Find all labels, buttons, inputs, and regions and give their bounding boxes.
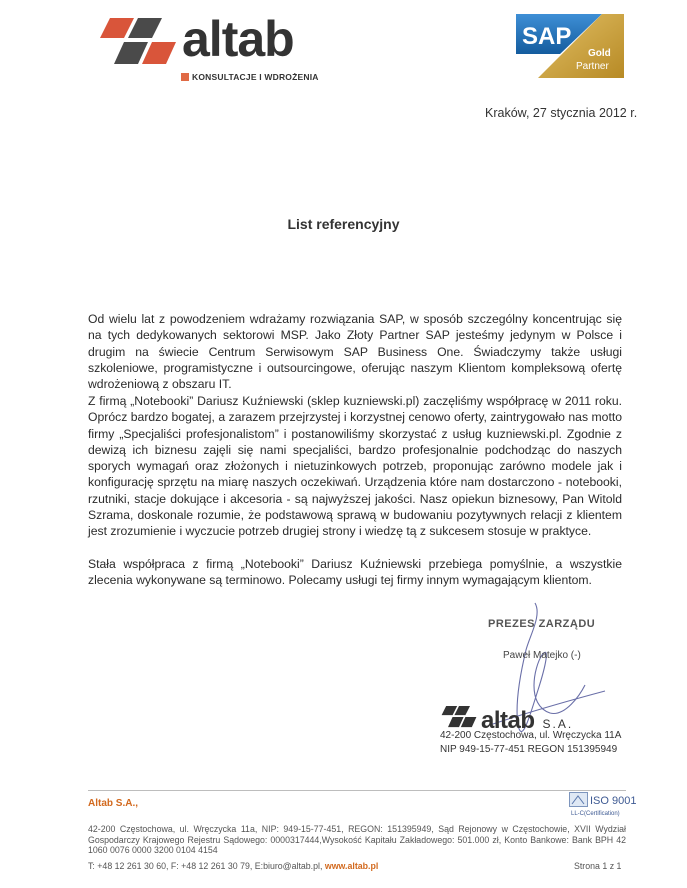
footer-company-name: Altab S.A., [88,798,139,809]
logo-square-icon [181,73,189,81]
stamp-nip-regon: NIP 949-15-77-451 REGON 151395949 [440,744,618,755]
logo-subtitle [181,71,319,83]
sap-gold-text: Gold [588,48,611,59]
paragraph-recommendation: Stała współpraca z firmą „Notebooki” Dariusz Kuźniewski przebiega pomyślnie, a wszystkie zlecenia wykonywane są terminowo. Polecamy usługi tej firmy innym wymagającym klientom. [88,557,622,588]
stamp-wordmark: altab [481,707,535,734]
signer-role: PREZES ZARZĄDU [488,618,596,630]
footer-contacts [88,861,378,871]
altab-stamp-icon [439,706,479,728]
iso-sub: LL-C(Certification) [571,811,620,817]
page-number: Strona 1 z 1 [574,861,622,871]
footer-website-link[interactable]: www.altab.pl [324,861,379,871]
footer-divider [88,790,626,791]
letter-title: List referencyjny [287,216,400,232]
footer-email-link[interactable]: biuro@altab.pl [263,861,320,871]
footer-phone-fax: T: +48 12 261 30 60, F: +48 12 261 30 79, E: [88,861,264,871]
iso-label: ISO 9001 [590,795,637,807]
altab-logo-icon [100,18,176,66]
sap-gold-partner-logo [516,14,624,78]
iso-certificate-logo [569,792,637,818]
paragraph-intro: Od wielu lat z powodzeniem wdrażamy rozwiązania SAP, w sposób szczególny koncentrując się na tych dedykowanych sektorowi MSP. Jako Złoty Partner SAP jesteśmy jedynym w Polsce i drugim na świecie Centrum Serwisowym SAP Business One. Świadczymy także usługi szkoleniowe, programistyczne i outsourcingowe, oferując naszym Klientom kompleksową ofertę wdrożeniową z obszaru IT. [88,312,622,392]
logo-subtitle-text: KONSULTACJE I WDROŻENIA [192,72,319,82]
signer-name: Paweł Matejko (-) [503,650,581,661]
logo-wordmark: altab [182,11,294,67]
footer-company-details: 42-200 Częstochowa, ul. Wręczycka 11a, NIP: 949-15-77-451, REGON: 151395949, Sąd Rejonowy w Częstochowie, XVII Wydział Gospodarczy Krajowego Rejestru Sądowego: 0000317444,Wysokość Kapitału Zakładowego: 501.000 zł, Konto Bankowe: Bank BPH 42 1060 0076 0000 3200 0104 4154 [88,824,626,856]
letter-date: Kraków, 27 stycznia 2012 r. [485,106,638,120]
stamp-address: 42-200 Częstochowa, ul. Wręczycka 11A [440,730,622,741]
sap-partner-text: Partner [576,61,609,72]
sap-text: SAP [522,23,572,50]
footer-separator: , [319,861,325,871]
paragraph-cooperation: Z firmą „Notebooki” Dariusz Kuźniewski (sklep kuzniewski.pl) zaczęliśmy współpracę w 2011 roku. Oprócz bardzo bogatej, a zarazem przejrzystej i korzystnej cenowo oferty, zaintrygowało nas motto firmy „Specjaliści profesjonalistom” i postanowiliśmy skorzystać z usług kuzniewski.pl. Zgodnie z dewizą ich biznesu zajęli się nami specjaliści, bardzo profesjonalnie podchodząc do naszych sporych wymagań oraz złożonych i nietuzinkowych potrzeb, proponując zarówno modele jak i konfigurację sprzętu na miarę naszych oczekiwań. Urządzenia które nam dostarczono - notebooki, rzutniki, stacje dokujące i akcesoria - są najwyższej jakości. Nasz opiekun biznesowy, Pan Witold Szrama, doskonale rozumie, że podstawową sprawą w budowaniu pozytywnych relacji z klientem jest zrozumienie i wyczucie potrzeb drugiej strony i wiedzę tą z sukcesem stosuje w praktyce. [88,394,622,539]
stamp-suffix: S.A. [542,717,574,731]
